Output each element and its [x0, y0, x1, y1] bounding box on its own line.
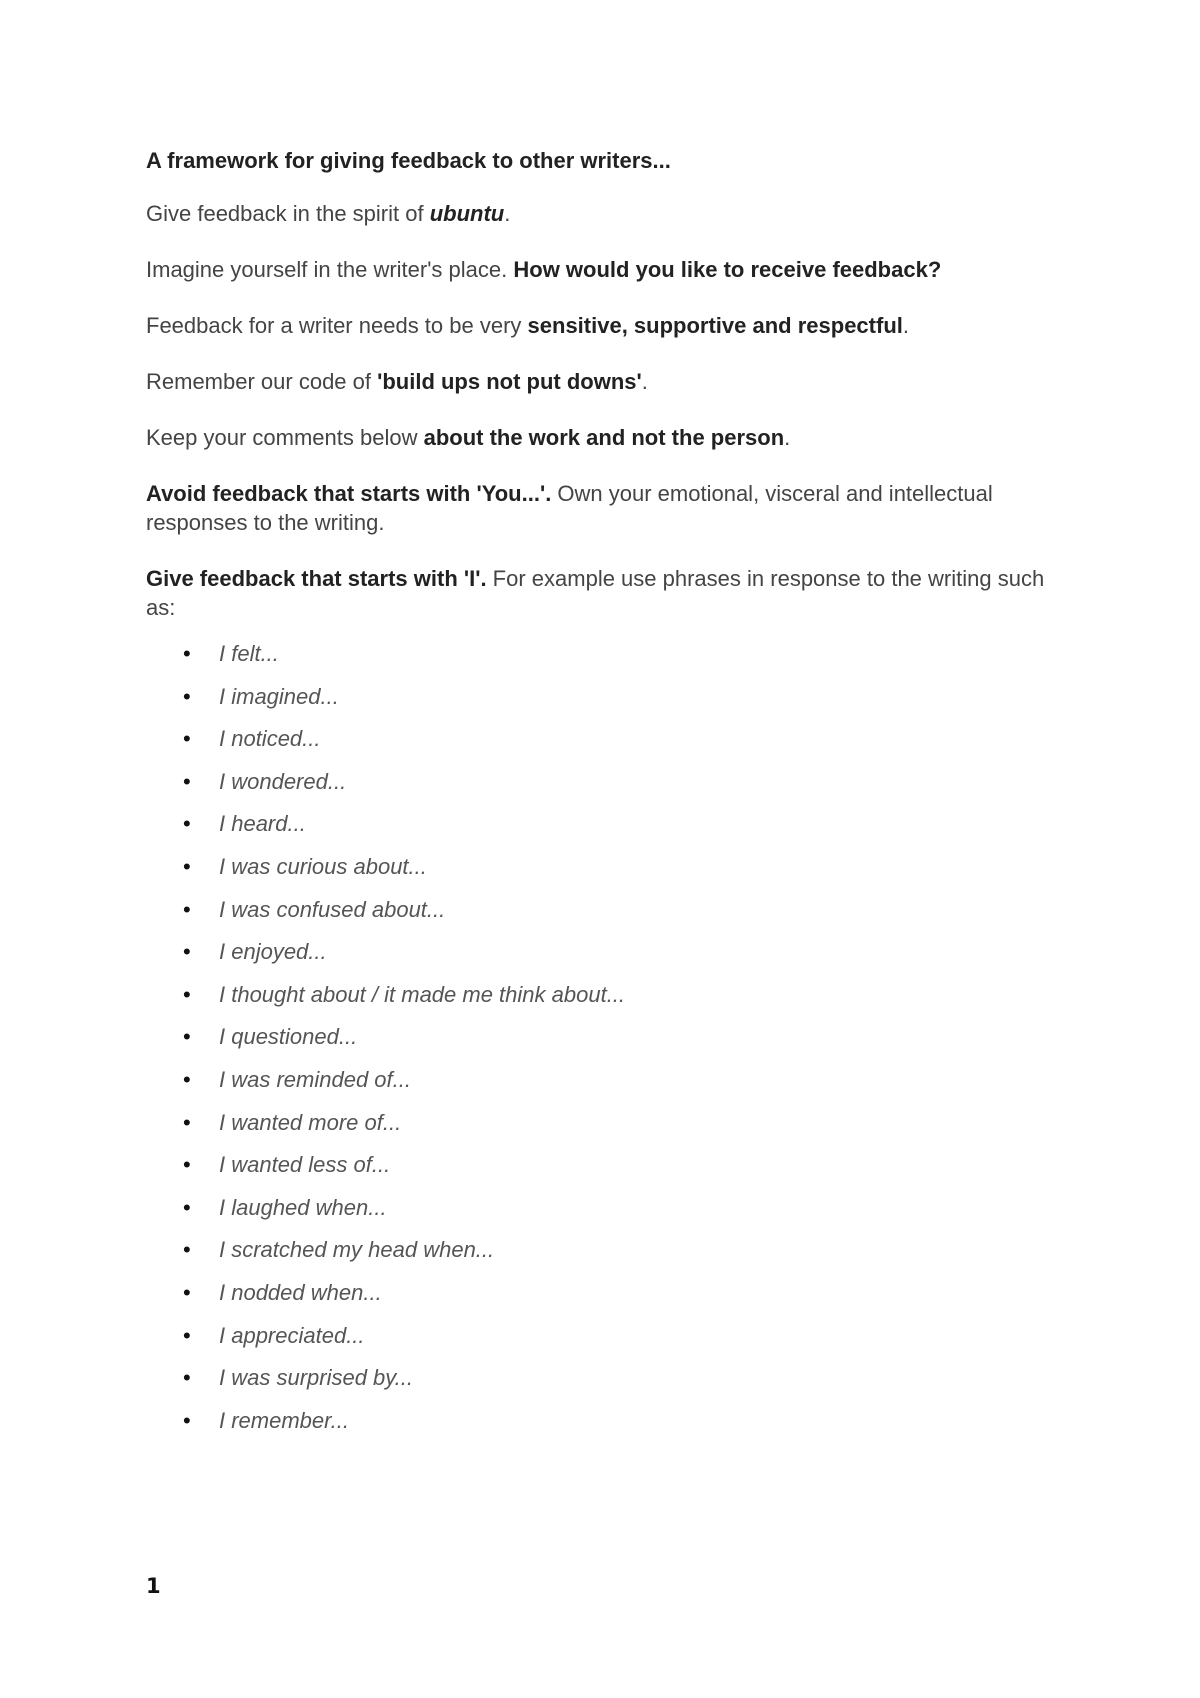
- phrase-text: I was surprised by...: [219, 1365, 413, 1391]
- bullet-icon: •: [183, 641, 191, 666]
- phrase-text: I wondered...: [219, 768, 347, 794]
- bullet-icon: •: [183, 981, 191, 1007]
- paragraph-bold: sensitive, supportive and respectful: [527, 313, 903, 338]
- list-item: [146, 852, 1046, 895]
- bullet-icon: •: [183, 1194, 191, 1220]
- list-item: [146, 895, 1046, 938]
- paragraph-text: Remember our code of: [146, 369, 378, 394]
- paragraph-text: For example use phrases in response to the writing such as:: [146, 566, 1045, 620]
- phrase-text: I appreciated...: [219, 1322, 365, 1348]
- phrase-text: I thought about / it made me think about...: [219, 981, 626, 1007]
- phrase-text: I noticed...: [219, 726, 321, 752]
- paragraph-text: Keep your comments below: [146, 425, 424, 450]
- paragraph-end: .: [784, 425, 791, 450]
- list-item: [146, 639, 1046, 682]
- list-item: [146, 1363, 1046, 1406]
- bullet-icon: •: [183, 1024, 191, 1050]
- paragraph-avoid: [146, 479, 1046, 537]
- bullet-icon: •: [183, 1237, 191, 1263]
- paragraph-comments: [146, 423, 1046, 452]
- paragraph-end: .: [504, 201, 511, 226]
- bullet-icon: •: [183, 768, 191, 794]
- phrase-text: I was curious about...: [219, 853, 427, 879]
- page-number: 1: [146, 1574, 161, 1598]
- bullet-icon: •: [183, 1279, 191, 1305]
- list-item: [146, 1235, 1046, 1278]
- paragraph-text: Imagine yourself in the writer's place.: [146, 257, 514, 282]
- document-title: A framework for giving feedback to other writers...: [146, 148, 671, 173]
- list-item: [146, 1278, 1046, 1321]
- paragraph-bold: How would you like to receive feedback?: [513, 257, 942, 282]
- list-item: [146, 767, 1046, 810]
- paragraph-text: Feedback for a writer needs to be very: [146, 313, 528, 338]
- paragraph-text: Own your emotional, visceral and intellectual responses to the writing.: [146, 481, 993, 535]
- list-item: [146, 724, 1046, 767]
- bullet-icon: •: [183, 939, 191, 965]
- bullet-icon: •: [183, 683, 191, 709]
- paragraph-text: Give feedback in the spirit of: [146, 201, 430, 226]
- phrase-text: I was confused about...: [219, 896, 446, 922]
- list-item: [146, 1022, 1046, 1065]
- bullet-icon: •: [183, 1109, 191, 1135]
- paragraph-end: .: [902, 313, 909, 338]
- paragraph-give: [146, 564, 1046, 622]
- paragraph-bold: Give feedback that starts with 'I'.: [146, 566, 487, 591]
- phrase-text: I felt...: [219, 641, 279, 666]
- paragraph-code: [146, 367, 1046, 396]
- paragraph-ubuntu: [146, 199, 1046, 228]
- bullet-icon: •: [183, 811, 191, 837]
- paragraph-bold: Avoid feedback that starts with 'You...'.: [146, 481, 552, 506]
- phrase-text: I wanted less of...: [219, 1152, 391, 1178]
- bullet-icon: •: [183, 896, 191, 922]
- list-item: [146, 937, 1046, 980]
- bullet-icon: •: [183, 1152, 191, 1178]
- paragraph-imagine: [146, 255, 1046, 284]
- list-item: [146, 1193, 1046, 1236]
- bullet-icon: •: [183, 1365, 191, 1391]
- document-page: [146, 146, 1046, 1448]
- list-item: [146, 1406, 1046, 1449]
- emphasis-ubuntu: ubuntu: [429, 201, 505, 226]
- paragraph-bold: about the work and not the person: [423, 425, 785, 450]
- phrase-text: I wanted more of...: [219, 1109, 402, 1135]
- phrase-text: I scratched my head when...: [219, 1237, 495, 1263]
- paragraph-bold: 'build ups not put downs': [377, 369, 642, 394]
- list-item: [146, 809, 1046, 852]
- phrase-text: I heard...: [219, 811, 306, 837]
- paragraph-sensitive: [146, 311, 1046, 340]
- list-item: [146, 1321, 1046, 1364]
- phrase-text: I questioned...: [219, 1024, 358, 1050]
- phrase-text: I laughed when...: [219, 1194, 387, 1220]
- list-item: [146, 682, 1046, 725]
- phrase-text: I remember...: [219, 1407, 349, 1433]
- phrase-text: I enjoyed...: [219, 939, 327, 965]
- phrase-text: I nodded when...: [219, 1279, 382, 1305]
- bullet-icon: •: [183, 1066, 191, 1092]
- list-item: [146, 1065, 1046, 1108]
- list-item: [146, 1108, 1046, 1151]
- phrase-text: I imagined...: [219, 683, 339, 709]
- list-item: [146, 980, 1046, 1023]
- bullet-icon: •: [183, 1407, 191, 1433]
- bullet-icon: •: [183, 1322, 191, 1348]
- list-item: [146, 1150, 1046, 1193]
- phrase-list: [146, 639, 1046, 1448]
- bullet-icon: •: [183, 726, 191, 752]
- paragraph-end: .: [641, 369, 648, 394]
- phrase-text: I was reminded of...: [219, 1066, 411, 1092]
- bullet-icon: •: [183, 853, 191, 879]
